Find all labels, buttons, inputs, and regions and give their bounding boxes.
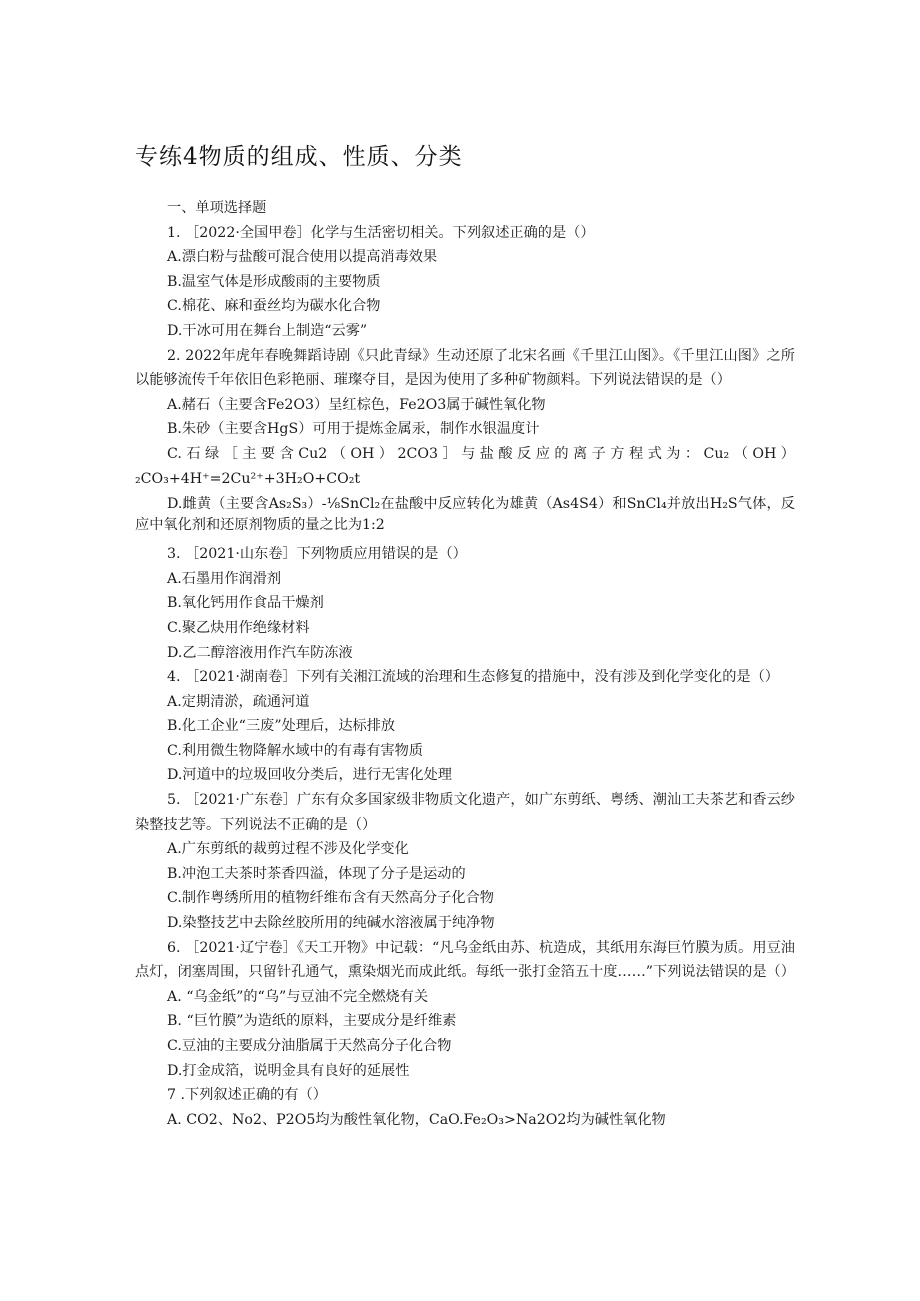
option-6d: D.打金成箔，说明金具有良好的延展性	[167, 1062, 410, 1079]
option-2d: D.雌黄（主要含As₂S₃）-⅛SnCl₂在盐酸中反应转化为雄黄（As4S4）和SnCl₄并放出H₂S气体，反应中氧化剂和还原剂物质的量之比为1:2	[135, 496, 795, 534]
question-3: 3. ［2021·山东卷］下列物质应用错误的是（）	[167, 546, 467, 563]
option-3d: D.乙二醇溶液用作汽车防冻液	[167, 644, 353, 661]
option-6b: B. “巨竹膜”为造纸的原料，主要成分是纤维素	[167, 1013, 457, 1030]
question-2: 2. 2022年虎年春晚舞蹈诗剧《只此青绿》生动还原了北宋名画《千里江山图》。《千里江山图》之所以能够流传千年依旧色彩艳丽、璀璨夺目，是因为使用了多种矿物颜料。下列说法错误的是（）	[135, 347, 795, 389]
option-5d: D.染整技艺中去除丝胶所用的纯碱水溶液属于纯净物	[167, 915, 495, 932]
option-4b: B.化工企业“三废”处理后，达标排放	[167, 718, 396, 735]
option-5a: A.广东剪纸的裁剪过程不涉及化学变化	[167, 841, 409, 858]
option-7a: A. CO2、No2、P2O5均为酸性氧化物，CaO.Fe₂O₃>Na2O2均为碱性氧化物	[167, 1111, 666, 1128]
option-1c: C.棉花、麻和蚕丝均为碳水化合物	[167, 298, 381, 315]
option-2c: C.石绿［主要含Cu2（OH）2CO3］与盐酸反应的离子方程式为：Cu₂（OH）₂CO₃+4H⁺=2Cu²⁺+3H₂O+CO₂t	[135, 445, 795, 487]
option-6a: A. “乌金纸”的“乌”与豆油不完全燃烧有关	[167, 988, 429, 1005]
option-1b: B.温室气体是形成酸雨的主要物质	[167, 273, 381, 290]
question-7: 7 .下列叙述正确的有（）	[167, 1087, 327, 1104]
question-5: 5. ［2021·广东卷］广东有众多国家级非物质文化遗产，如广东剪纸、粤绣、潮汕工夫茶艺和香云纱染整技艺等。下列说法不正确的是（）	[135, 792, 795, 833]
section-heading: 一、单项选择题	[167, 200, 267, 216]
option-4c: C.利用微生物降解水域中的有毒有害物质	[167, 742, 424, 759]
option-3c: C.聚乙炔用作绝缘材料	[167, 619, 310, 636]
option-2a: A.赭石（主要含Fe2O3）呈红棕色，Fe2O3属于碱性氧化物	[167, 396, 546, 413]
option-3b: B.氧化钙用作食品干燥剂	[167, 595, 324, 612]
page-title: 专练4物质的组成、性质、分类	[135, 144, 463, 170]
option-4a: A.定期清淤，疏通河道	[167, 693, 310, 710]
question-1: 1. ［2022·全国甲卷］化学与生活密切相关。下列叙述正确的是（）	[167, 224, 595, 241]
question-4: 4. ［2021·湖南卷］下列有关湘江流域的治理和生态修复的措施中，没有涉及到化学变化的是（）	[167, 669, 779, 686]
option-1a: A.漂白粉与盐酸可混合使用以提高消毒效果	[167, 249, 438, 266]
document-body	[135, 196, 795, 1132]
option-4d: D.河道中的垃圾回收分类后，进行无害化处理	[167, 767, 452, 784]
option-6c: C.豆油的主要成分油脂属于天然高分子化合物	[167, 1038, 452, 1054]
question-6: 6. ［2021·辽宁卷］《天工开物》中记载：“凡乌金纸由苏、杭造成，其纸用东海巨竹膜为质。用豆油点灯，闭塞周围，只留针孔通气，熏染烟光而成此纸。每纸一张打金箔五十度……”下列说法错误的是（）	[135, 939, 795, 981]
option-3a: A.石墨用作润滑剂	[167, 570, 282, 587]
option-5c: C.制作粤绣所用的植物纤维布含有天然高分子化合物	[167, 890, 494, 907]
option-5b: B.冲泡工夫茶时茶香四溢，体现了分子是运动的	[167, 865, 466, 882]
option-1d: D.干冰可用在舞台上制造“云雾”	[167, 322, 368, 339]
option-2b: B.朱砂（主要含HgS）可用于提炼金属汞，制作水银温度计	[167, 421, 540, 438]
